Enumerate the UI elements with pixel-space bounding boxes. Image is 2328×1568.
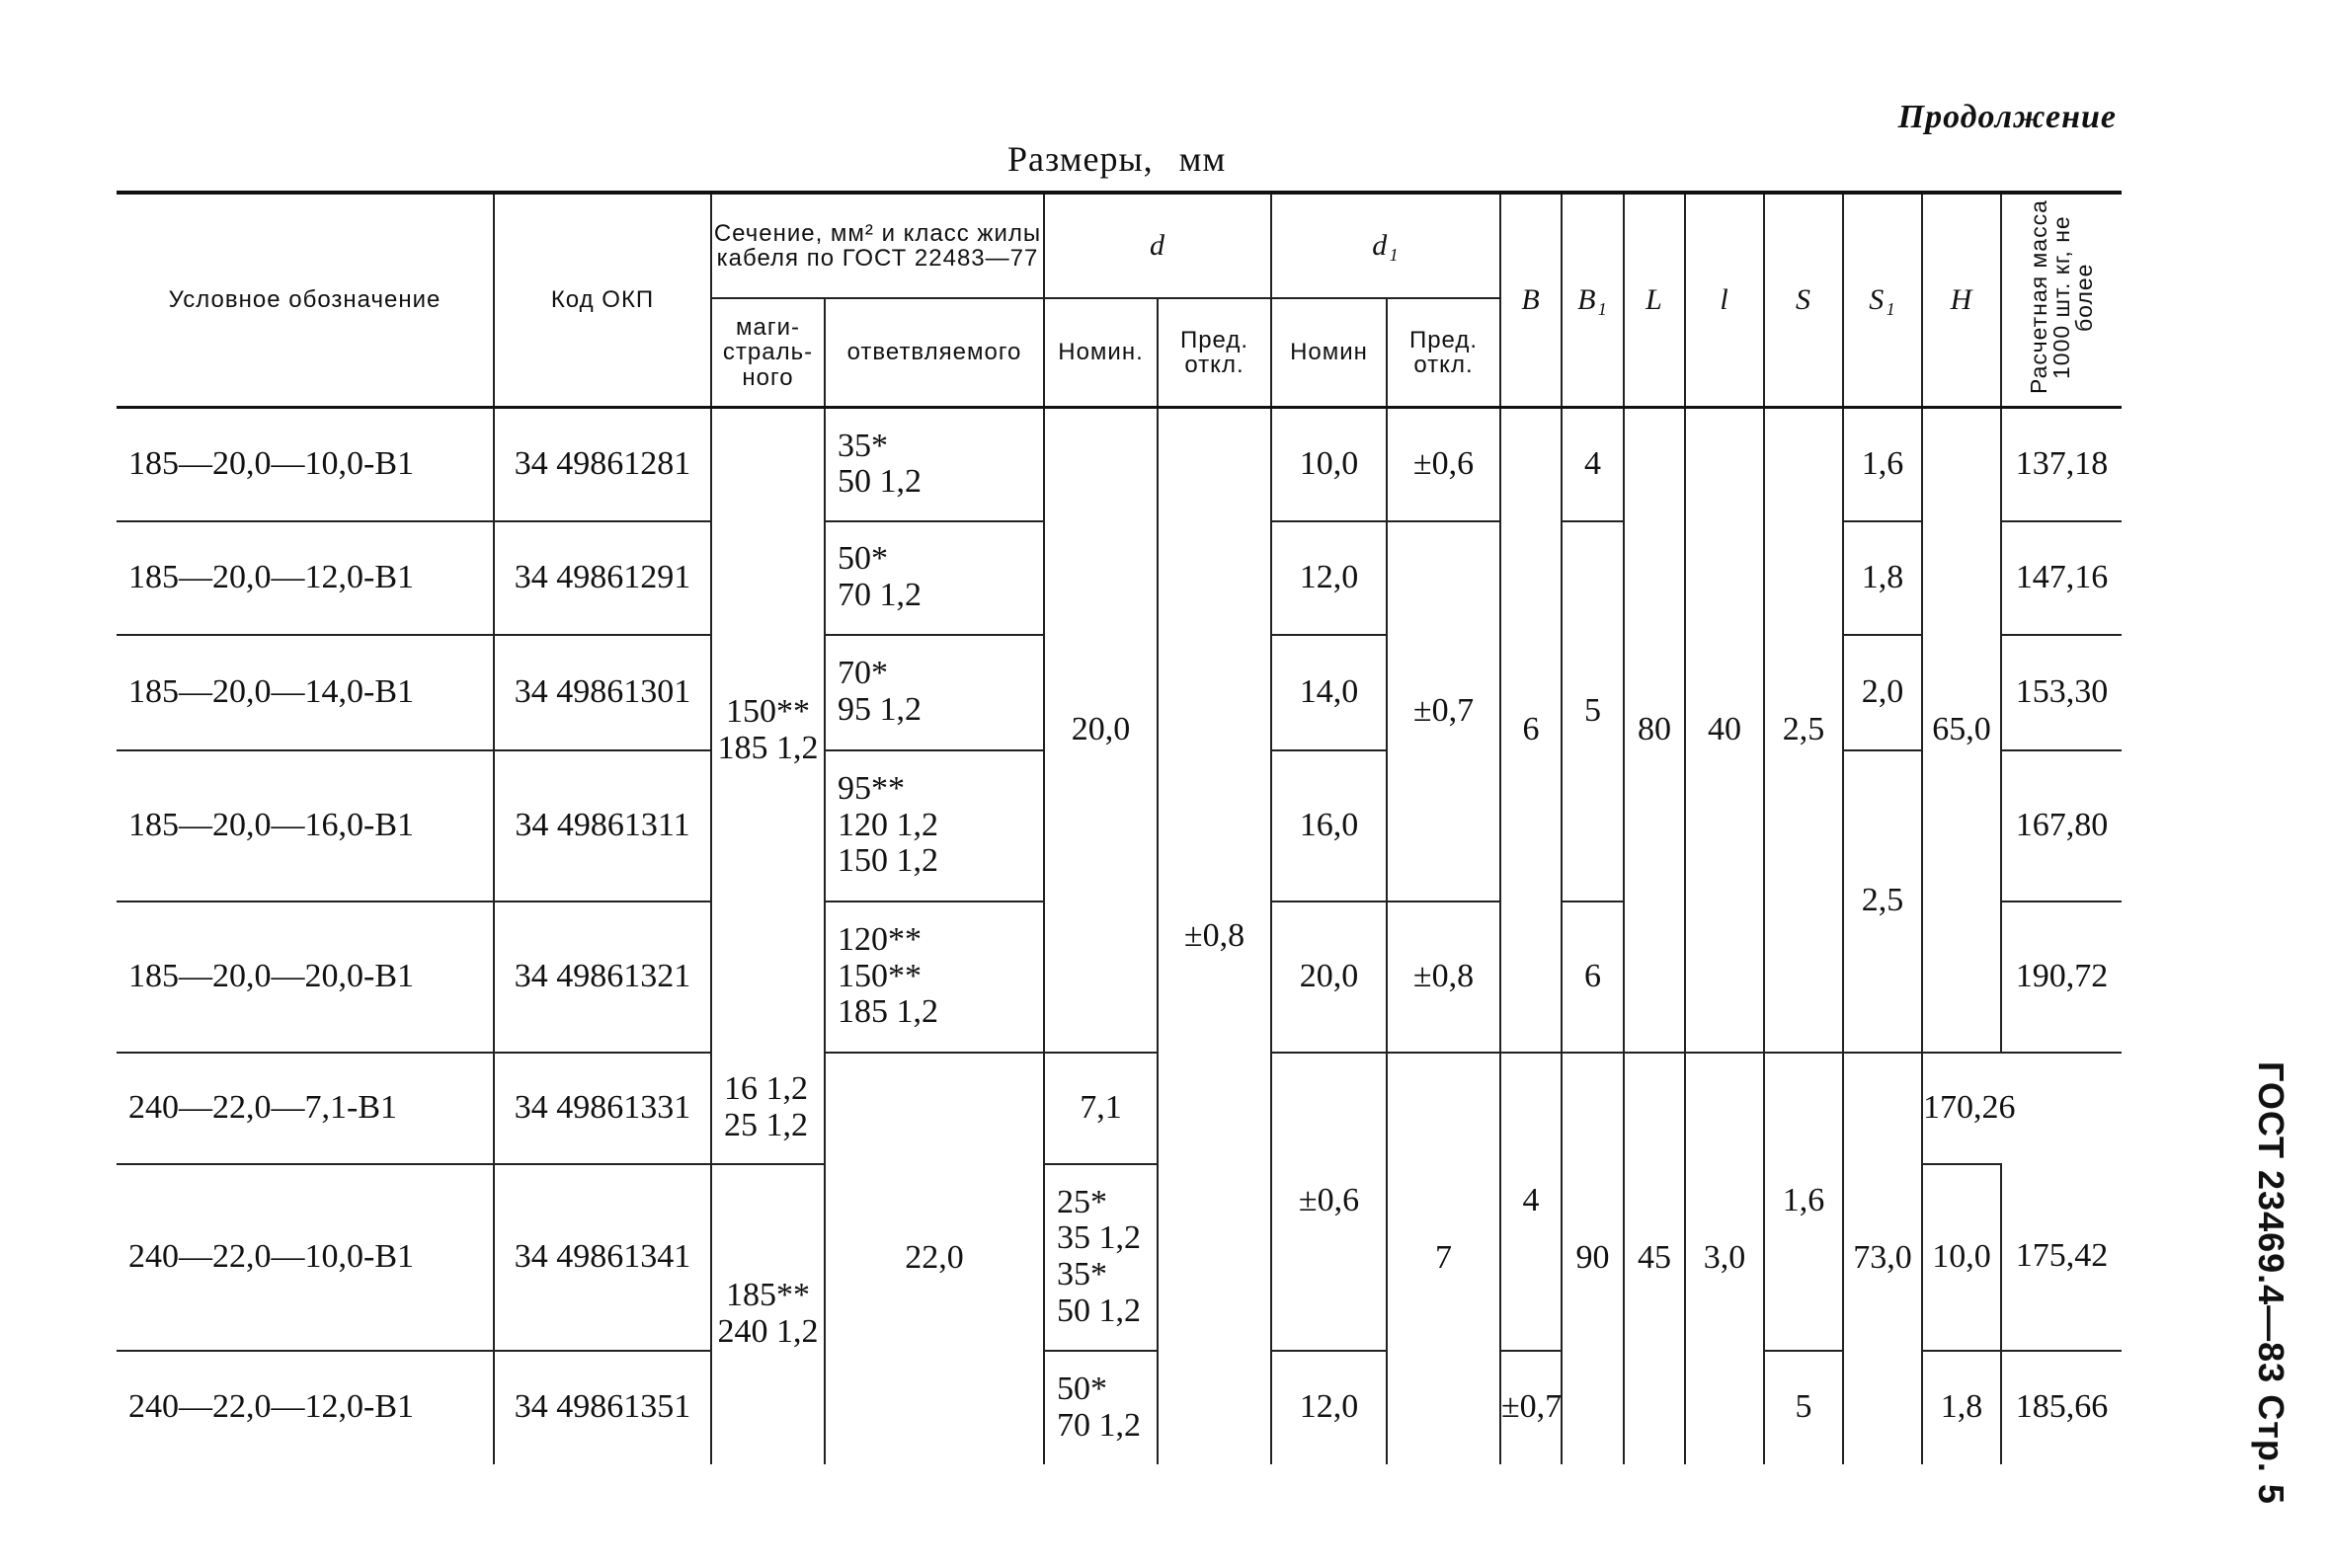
d1-tolerance-cell: ±0,6	[1387, 408, 1500, 521]
col-H: H	[1922, 193, 2001, 408]
dimensions-table	[117, 191, 2122, 1464]
branch-line: 25*	[1057, 1183, 1107, 1220]
d-tolerance-cell: ±0,8	[1158, 408, 1271, 1464]
branch-cell	[1044, 1351, 1158, 1464]
col-mass-label: Расчетная масса 1000 шт. кг, не более	[2026, 199, 2097, 395]
d1-tolerance-cell: ±0,7	[1387, 521, 1500, 902]
col-designation: Условное обозначение	[117, 193, 494, 408]
branch-cell	[825, 521, 1044, 635]
d1-nominal-cell: 10,0	[1271, 408, 1387, 521]
okp-cell: 34 49861291	[494, 521, 711, 635]
col-L: L	[1624, 193, 1685, 408]
d-nominal-cell: 22,0	[825, 1053, 1044, 1464]
mainline-cell	[711, 408, 825, 1053]
d1-nominal-cell: 14,0	[1271, 635, 1387, 750]
L-cell: 80	[1624, 408, 1685, 1053]
branch-cell	[825, 635, 1044, 750]
S1-cell: 2,5	[1843, 750, 1922, 1053]
B1-cell: 5	[1562, 521, 1624, 902]
table-row	[117, 1351, 2122, 1464]
branch-line: 70*	[838, 655, 888, 692]
branch-line: 35*	[838, 427, 888, 464]
col-B1: B₁	[1562, 193, 1624, 408]
mass-cell: 175,42	[2001, 1164, 2122, 1351]
branch-line: 35*	[1057, 1256, 1107, 1293]
mass-cell: 137,18	[2001, 408, 2122, 521]
S-cell: 3,0	[1685, 1053, 1764, 1464]
branch-line: 70 1,2	[838, 577, 922, 613]
H-cell: 65,0	[1922, 408, 2001, 1053]
mainline-cell	[711, 1164, 825, 1464]
B-cell: 6	[1500, 408, 1562, 1053]
mainline-line: 240 1,2	[717, 1313, 819, 1350]
branch-cell	[1044, 1164, 1158, 1351]
branch-line: 70 1,2	[1057, 1406, 1141, 1444]
mass-cell: 147,16	[2001, 521, 2122, 635]
d1-nominal-cell: 10,0	[1922, 1164, 2001, 1351]
branch-line: 50 1,2	[1057, 1292, 1141, 1329]
H-cell: 73,0	[1843, 1053, 1922, 1464]
S1-cell: 1,6	[1764, 1053, 1843, 1351]
S-cell: 2,5	[1764, 408, 1843, 1053]
branch-cell	[825, 750, 1044, 902]
col-d: d	[1044, 193, 1271, 298]
table-row	[117, 408, 2122, 521]
d-nominal-cell: 20,0	[1044, 408, 1158, 1053]
branch-line: 16 1,2	[724, 1069, 808, 1107]
d1-tolerance-cell: ±0,6	[1271, 1053, 1387, 1351]
B-cell: 7	[1387, 1053, 1500, 1464]
mainline-line: 185**	[726, 1277, 810, 1314]
mainline-line: 185 1,2	[717, 729, 819, 766]
branch-line: 35 1,2	[1057, 1219, 1141, 1257]
d1-nominal-cell: 20,0	[1271, 902, 1387, 1053]
col-S: S	[1764, 193, 1843, 408]
okp-cell: 34 49861331	[494, 1053, 711, 1164]
branch-line: 50 1,2	[838, 463, 922, 501]
branch-cell	[825, 408, 1044, 521]
branch-line: 95**	[838, 769, 905, 807]
branch-line: 185 1,2	[838, 993, 938, 1031]
units-caption	[1007, 138, 1226, 180]
d1-tolerance-cell: ±0,8	[1387, 902, 1500, 1053]
col-d1: d₁	[1271, 193, 1500, 298]
branch-line: 50*	[838, 540, 888, 578]
col-l: l	[1685, 193, 1764, 408]
B1-cell: 6	[1562, 902, 1624, 1053]
col-d1-nominal: Номин	[1271, 298, 1387, 408]
col-d-nominal: Номин.	[1044, 298, 1158, 408]
d1-nominal-cell: 16,0	[1271, 750, 1387, 902]
mass-cell: 167,80	[2001, 750, 2122, 902]
designation-cell: 185—20,0—20,0-В1	[117, 902, 494, 1053]
designation-cell: 240—22,0—10,0-В1	[117, 1164, 494, 1351]
S1-cell: 2,0	[1843, 635, 1922, 750]
okp-cell: 34 49861341	[494, 1164, 711, 1351]
mainline-line: 150**	[726, 693, 810, 731]
branch-cell	[825, 902, 1044, 1053]
branch-line: 50*	[1057, 1370, 1107, 1407]
designation-cell: 185—20,0—16,0-В1	[117, 750, 494, 902]
designation-cell: 240—22,0—12,0-В1	[117, 1351, 494, 1464]
col-section-group: Сечение, мм² и класс жилы кабеля по ГОСТ 22483—77	[711, 193, 1044, 298]
branch-line: 120 1,2	[838, 806, 938, 843]
mass-cell: 170,26	[1922, 1053, 2001, 1164]
branch-line: 95 1,2	[838, 691, 922, 728]
col-B: B	[1500, 193, 1562, 408]
L-cell: 90	[1562, 1053, 1624, 1464]
units-value: мм	[1178, 139, 1227, 179]
S1-cell: 1,8	[1843, 521, 1922, 635]
okp-cell: 34 49861301	[494, 635, 711, 750]
col-branch: ответвляемого	[825, 298, 1044, 408]
designation-cell: 185—20,0—14,0-В1	[117, 635, 494, 750]
branch-line: 150 1,2	[838, 842, 938, 880]
mass-cell: 185,66	[2001, 1351, 2122, 1464]
B1-cell: 4	[1562, 408, 1624, 521]
B1-cell: 5	[1764, 1351, 1843, 1464]
branch-line: 25 1,2	[724, 1106, 808, 1143]
S1-cell: 1,6	[1843, 408, 1922, 521]
designation-cell: 185—20,0—10,0-В1	[117, 408, 494, 521]
designation-cell: 185—20,0—12,0-В1	[117, 521, 494, 635]
col-mainline: маги-страль-ного	[711, 298, 825, 408]
branch-line: 150**	[838, 957, 922, 994]
okp-cell: 34 49861281	[494, 408, 711, 521]
continuation-label: Продолжение	[1897, 99, 2117, 135]
l-cell: 40	[1685, 408, 1764, 1053]
B1-cell: 4	[1500, 1053, 1562, 1351]
col-d-tolerance: Пред. откл.	[1158, 298, 1271, 408]
d1-nominal-cell: 12,0	[1271, 521, 1387, 635]
col-d1-tolerance: Пред. откл.	[1387, 298, 1500, 408]
d1-nominal-cell: 7,1	[1044, 1053, 1158, 1164]
col-okp-code: Код ОКП	[494, 193, 711, 408]
d1-tolerance-cell: ±0,7	[1500, 1351, 1562, 1464]
side-stamp: ГОСТ 23469.4—83 Стр. 5	[2251, 1061, 2291, 1505]
col-S1: S₁	[1843, 193, 1922, 408]
l-cell: 45	[1624, 1053, 1685, 1464]
S1-cell: 1,8	[1922, 1351, 2001, 1464]
okp-cell: 34 49861351	[494, 1351, 711, 1464]
branch-line: 120**	[838, 920, 922, 958]
okp-cell: 34 49861311	[494, 750, 711, 902]
units-label: Размеры,	[1007, 139, 1154, 179]
col-mass	[2001, 193, 2122, 408]
branch-cell	[711, 1053, 825, 1164]
mass-cell: 190,72	[2001, 902, 2122, 1053]
d1-nominal-cell: 12,0	[1271, 1351, 1387, 1464]
mass-cell: 153,30	[2001, 635, 2122, 750]
table-row	[117, 1053, 2122, 1164]
designation-cell: 240—22,0—7,1-В1	[117, 1053, 494, 1164]
okp-cell: 34 49861321	[494, 902, 711, 1053]
